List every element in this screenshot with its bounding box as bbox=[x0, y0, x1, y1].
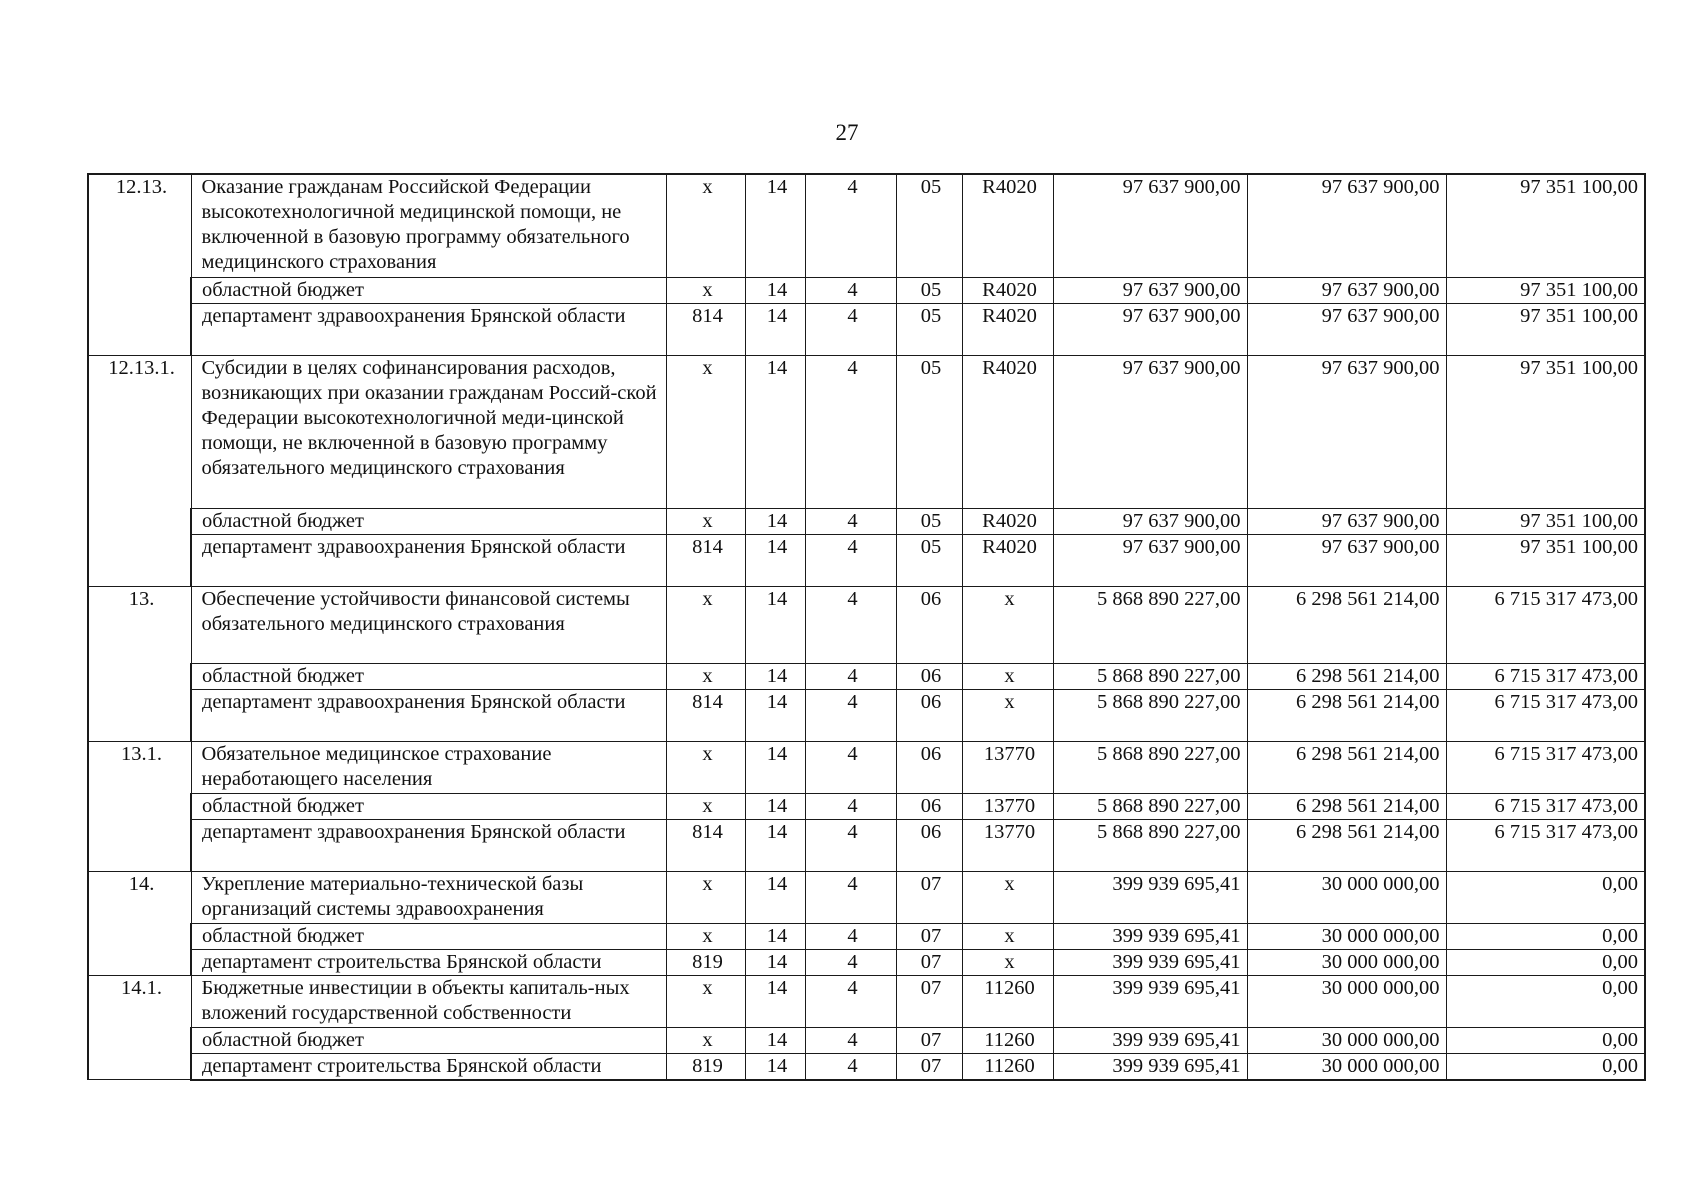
direction-code: х bbox=[962, 871, 1053, 923]
amount-year-3: 6 715 317 473,00 bbox=[1446, 741, 1645, 793]
pp-code: 4 bbox=[805, 741, 896, 793]
om-code: 06 bbox=[896, 793, 962, 819]
amount-year-3: 0,00 bbox=[1446, 923, 1645, 949]
item-number: 12.13. bbox=[88, 174, 191, 355]
grbs-code: х bbox=[666, 1027, 745, 1053]
om-code: 07 bbox=[896, 871, 962, 923]
amount-year-1: 399 939 695,41 bbox=[1053, 949, 1247, 975]
gp-code: 14 bbox=[745, 1027, 805, 1053]
om-code: 05 bbox=[896, 174, 962, 277]
amount-year-1: 399 939 695,41 bbox=[1053, 975, 1247, 1027]
item-name: департамент строительства Брянской области bbox=[191, 1053, 666, 1080]
amount-year-3: 0,00 bbox=[1446, 871, 1645, 923]
grbs-code: х bbox=[666, 663, 745, 689]
amount-year-2: 6 298 561 214,00 bbox=[1247, 793, 1446, 819]
grbs-code: х bbox=[666, 871, 745, 923]
amount-year-3: 97 351 100,00 bbox=[1446, 174, 1645, 277]
amount-year-2: 6 298 561 214,00 bbox=[1247, 689, 1446, 741]
om-code: 07 bbox=[896, 1053, 962, 1080]
direction-code: х bbox=[962, 663, 1053, 689]
amount-year-1: 399 939 695,41 bbox=[1053, 1053, 1247, 1080]
item-name: областной бюджет bbox=[191, 793, 666, 819]
direction-code: 11260 bbox=[962, 1053, 1053, 1080]
table-row bbox=[88, 303, 1645, 355]
item-name: областной бюджет bbox=[191, 663, 666, 689]
pp-code: 4 bbox=[805, 534, 896, 586]
item-name: областной бюджет bbox=[191, 1027, 666, 1053]
amount-year-2: 30 000 000,00 bbox=[1247, 871, 1446, 923]
direction-code: 13770 bbox=[962, 793, 1053, 819]
item-name: Субсидии в целях софинансирования расходов, возникающих при оказании гражданам Россий-ской Федерации высокотехнологичной меди-цинской помощи, не включенной в базовую программу обязательного медицинского страхования bbox=[191, 355, 666, 508]
direction-code: R4020 bbox=[962, 355, 1053, 508]
direction-code: х bbox=[962, 923, 1053, 949]
amount-year-2: 97 637 900,00 bbox=[1247, 303, 1446, 355]
pp-code: 4 bbox=[805, 689, 896, 741]
item-name: Обеспечение устойчивости финансовой системы обязательного медицинского страхования bbox=[191, 586, 666, 663]
pp-code: 4 bbox=[805, 819, 896, 871]
amount-year-2: 6 298 561 214,00 bbox=[1247, 586, 1446, 663]
amount-year-3: 0,00 bbox=[1446, 949, 1645, 975]
table-row bbox=[88, 949, 1645, 975]
gp-code: 14 bbox=[745, 586, 805, 663]
pp-code: 4 bbox=[805, 277, 896, 303]
table-row bbox=[88, 923, 1645, 949]
direction-code: х bbox=[962, 689, 1053, 741]
item-name: Бюджетные инвестиции в объекты капиталь-ных вложений государственной собственности bbox=[191, 975, 666, 1027]
om-code: 07 bbox=[896, 1027, 962, 1053]
amount-year-3: 6 715 317 473,00 bbox=[1446, 793, 1645, 819]
item-name: департамент строительства Брянской области bbox=[191, 949, 666, 975]
table-row bbox=[88, 355, 1645, 508]
amount-year-1: 97 637 900,00 bbox=[1053, 355, 1247, 508]
item-name: департамент здравоохранения Брянской области bbox=[191, 303, 666, 355]
table-row bbox=[88, 1027, 1645, 1053]
direction-code: 11260 bbox=[962, 975, 1053, 1027]
amount-year-1: 399 939 695,41 bbox=[1053, 1027, 1247, 1053]
grbs-code: 814 bbox=[666, 534, 745, 586]
pp-code: 4 bbox=[805, 355, 896, 508]
amount-year-1: 5 868 890 227,00 bbox=[1053, 793, 1247, 819]
amount-year-3: 0,00 bbox=[1446, 1053, 1645, 1080]
pp-code: 4 bbox=[805, 871, 896, 923]
item-name: областной бюджет bbox=[191, 508, 666, 534]
amount-year-3: 6 715 317 473,00 bbox=[1446, 689, 1645, 741]
gp-code: 14 bbox=[745, 1053, 805, 1080]
grbs-code: х bbox=[666, 277, 745, 303]
direction-code: R4020 bbox=[962, 303, 1053, 355]
grbs-code: х bbox=[666, 923, 745, 949]
table-row bbox=[88, 508, 1645, 534]
amount-year-3: 97 351 100,00 bbox=[1446, 534, 1645, 586]
grbs-code: 819 bbox=[666, 1053, 745, 1080]
grbs-code: х bbox=[666, 975, 745, 1027]
direction-code: R4020 bbox=[962, 174, 1053, 277]
table-row bbox=[88, 793, 1645, 819]
pp-code: 4 bbox=[805, 663, 896, 689]
om-code: 05 bbox=[896, 355, 962, 508]
grbs-code: х bbox=[666, 586, 745, 663]
grbs-code: х bbox=[666, 793, 745, 819]
pp-code: 4 bbox=[805, 1027, 896, 1053]
pp-code: 4 bbox=[805, 174, 896, 277]
table-row bbox=[88, 277, 1645, 303]
item-name: департамент здравоохранения Брянской области bbox=[191, 534, 666, 586]
amount-year-3: 0,00 bbox=[1446, 975, 1645, 1027]
table-row bbox=[88, 534, 1645, 586]
amount-year-2: 97 637 900,00 bbox=[1247, 508, 1446, 534]
direction-code: х bbox=[962, 586, 1053, 663]
pp-code: 4 bbox=[805, 508, 896, 534]
gp-code: 14 bbox=[745, 923, 805, 949]
item-name: Обязательное медицинское страхование неработающего населения bbox=[191, 741, 666, 793]
item-name: департамент здравоохранения Брянской области bbox=[191, 689, 666, 741]
pp-code: 4 bbox=[805, 793, 896, 819]
amount-year-1: 5 868 890 227,00 bbox=[1053, 689, 1247, 741]
om-code: 06 bbox=[896, 689, 962, 741]
gp-code: 14 bbox=[745, 174, 805, 277]
gp-code: 14 bbox=[745, 975, 805, 1027]
amount-year-2: 30 000 000,00 bbox=[1247, 975, 1446, 1027]
grbs-code: х bbox=[666, 174, 745, 277]
amount-year-1: 5 868 890 227,00 bbox=[1053, 741, 1247, 793]
pp-code: 4 bbox=[805, 1053, 896, 1080]
table-row bbox=[88, 174, 1645, 277]
gp-code: 14 bbox=[745, 303, 805, 355]
pp-code: 4 bbox=[805, 949, 896, 975]
amount-year-2: 97 637 900,00 bbox=[1247, 355, 1446, 508]
item-name: департамент здравоохранения Брянской области bbox=[191, 819, 666, 871]
amount-year-3: 97 351 100,00 bbox=[1446, 508, 1645, 534]
amount-year-3: 97 351 100,00 bbox=[1446, 303, 1645, 355]
amount-year-3: 0,00 bbox=[1446, 1027, 1645, 1053]
gp-code: 14 bbox=[745, 508, 805, 534]
gp-code: 14 bbox=[745, 871, 805, 923]
table-row bbox=[88, 975, 1645, 1027]
amount-year-2: 6 298 561 214,00 bbox=[1247, 663, 1446, 689]
pp-code: 4 bbox=[805, 303, 896, 355]
direction-code: R4020 bbox=[962, 277, 1053, 303]
om-code: 06 bbox=[896, 819, 962, 871]
om-code: 07 bbox=[896, 949, 962, 975]
amount-year-1: 97 637 900,00 bbox=[1053, 508, 1247, 534]
gp-code: 14 bbox=[745, 663, 805, 689]
grbs-code: 814 bbox=[666, 819, 745, 871]
amount-year-1: 5 868 890 227,00 bbox=[1053, 819, 1247, 871]
item-number: 13. bbox=[88, 586, 191, 741]
table-row bbox=[88, 741, 1645, 793]
amount-year-2: 6 298 561 214,00 bbox=[1247, 819, 1446, 871]
table-row bbox=[88, 871, 1645, 923]
amount-year-3: 6 715 317 473,00 bbox=[1446, 663, 1645, 689]
grbs-code: 814 bbox=[666, 689, 745, 741]
amount-year-2: 30 000 000,00 bbox=[1247, 923, 1446, 949]
amount-year-3: 97 351 100,00 bbox=[1446, 355, 1645, 508]
om-code: 05 bbox=[896, 534, 962, 586]
table-row bbox=[88, 1053, 1645, 1080]
gp-code: 14 bbox=[745, 689, 805, 741]
om-code: 07 bbox=[896, 975, 962, 1027]
item-number: 14. bbox=[88, 871, 191, 975]
item-name: областной бюджет bbox=[191, 277, 666, 303]
om-code: 05 bbox=[896, 303, 962, 355]
pp-code: 4 bbox=[805, 586, 896, 663]
table-row bbox=[88, 819, 1645, 871]
pp-code: 4 bbox=[805, 975, 896, 1027]
gp-code: 14 bbox=[745, 949, 805, 975]
direction-code: 13770 bbox=[962, 819, 1053, 871]
om-code: 05 bbox=[896, 277, 962, 303]
amount-year-2: 97 637 900,00 bbox=[1247, 534, 1446, 586]
amount-year-3: 97 351 100,00 bbox=[1446, 277, 1645, 303]
amount-year-1: 5 868 890 227,00 bbox=[1053, 586, 1247, 663]
item-name: Оказание гражданам Российской Федерации высокотехнологичной медицинской помощи, не включенной в базовую программу обязательного медицинского страхования bbox=[191, 174, 666, 277]
amount-year-2: 6 298 561 214,00 bbox=[1247, 741, 1446, 793]
grbs-code: х bbox=[666, 355, 745, 508]
table-row bbox=[88, 663, 1645, 689]
direction-code: R4020 bbox=[962, 508, 1053, 534]
grbs-code: 819 bbox=[666, 949, 745, 975]
pp-code: 4 bbox=[805, 923, 896, 949]
gp-code: 14 bbox=[745, 277, 805, 303]
page-number: 27 bbox=[835, 120, 859, 145]
table-row bbox=[88, 689, 1645, 741]
amount-year-2: 97 637 900,00 bbox=[1247, 277, 1446, 303]
gp-code: 14 bbox=[745, 355, 805, 508]
grbs-code: х bbox=[666, 508, 745, 534]
amount-year-2: 30 000 000,00 bbox=[1247, 1027, 1446, 1053]
amount-year-3: 6 715 317 473,00 bbox=[1446, 586, 1645, 663]
direction-code: R4020 bbox=[962, 534, 1053, 586]
amount-year-1: 97 637 900,00 bbox=[1053, 303, 1247, 355]
om-code: 07 bbox=[896, 923, 962, 949]
amount-year-3: 6 715 317 473,00 bbox=[1446, 819, 1645, 871]
direction-code: 13770 bbox=[962, 741, 1053, 793]
direction-code: 11260 bbox=[962, 1027, 1053, 1053]
item-number: 14.1. bbox=[88, 975, 191, 1080]
om-code: 05 bbox=[896, 508, 962, 534]
amount-year-1: 399 939 695,41 bbox=[1053, 871, 1247, 923]
amount-year-2: 30 000 000,00 bbox=[1247, 1053, 1446, 1080]
item-number: 12.13.1. bbox=[88, 355, 191, 586]
om-code: 06 bbox=[896, 663, 962, 689]
grbs-code: 814 bbox=[666, 303, 745, 355]
amount-year-1: 97 637 900,00 bbox=[1053, 534, 1247, 586]
item-number: 13.1. bbox=[88, 741, 191, 871]
amount-year-1: 97 637 900,00 bbox=[1053, 277, 1247, 303]
om-code: 06 bbox=[896, 741, 962, 793]
grbs-code: х bbox=[666, 741, 745, 793]
budget-table bbox=[87, 173, 1646, 1081]
item-name: Укрепление материально-технической базы организаций системы здравоохранения bbox=[191, 871, 666, 923]
om-code: 06 bbox=[896, 586, 962, 663]
amount-year-1: 5 868 890 227,00 bbox=[1053, 663, 1247, 689]
gp-code: 14 bbox=[745, 793, 805, 819]
direction-code: х bbox=[962, 949, 1053, 975]
item-name: областной бюджет bbox=[191, 923, 666, 949]
table-row bbox=[88, 586, 1645, 663]
gp-code: 14 bbox=[745, 534, 805, 586]
amount-year-1: 97 637 900,00 bbox=[1053, 174, 1247, 277]
amount-year-2: 30 000 000,00 bbox=[1247, 949, 1446, 975]
gp-code: 14 bbox=[745, 819, 805, 871]
amount-year-1: 399 939 695,41 bbox=[1053, 923, 1247, 949]
gp-code: 14 bbox=[745, 741, 805, 793]
amount-year-2: 97 637 900,00 bbox=[1247, 174, 1446, 277]
